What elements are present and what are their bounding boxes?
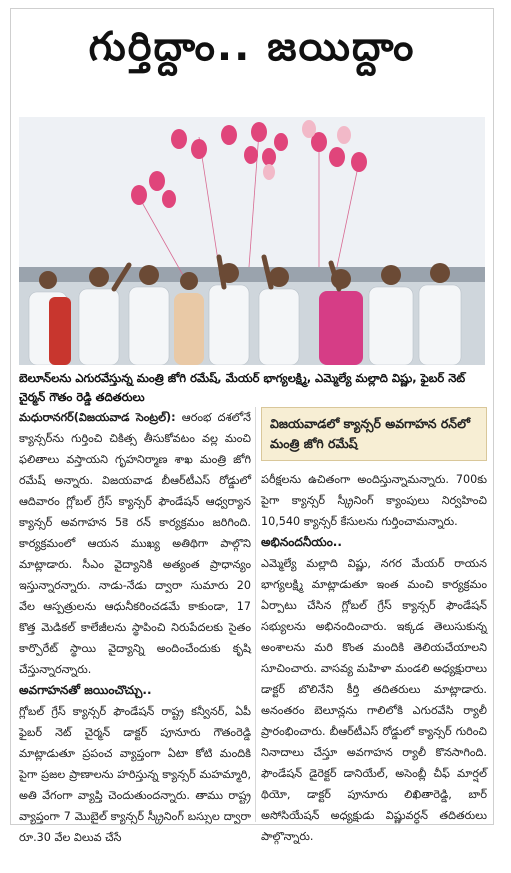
article-subhead: అవగాహనతో జయించొచ్చు.. xyxy=(19,683,152,697)
article-paragraph xyxy=(19,407,251,680)
balloon-rally-photo xyxy=(19,117,485,365)
highlight-box: విజయవాడలో క్యాన్సర్ అవగాహన రన్‌లో మంత్రి జోగి రమేష్ xyxy=(261,407,487,461)
article-left-column xyxy=(19,407,251,848)
dateline: మధురానగర్(విజయవాడ సెంట్రల్): xyxy=(19,411,176,424)
article-text: ఆరంభ దశలోనే క్యాన్సర్‌ను గుర్తించి చికిత్స తీసుకోవటం వల్ల మంచి ఫలితాలు వస్తాయని గృహనిర్మాణ శాఖ మంత్రి జోగి రమేష్ అన్నారు. విజయవాడ బీఆర్‌టీఎస్ రోడ్డులో ఆదివారం గ్లోబల్ గ్రేస్ క్యాన్సర్ ఫౌండేషన్ ఆధ్వర్యాన క్యాన్సర్ అవగాహన 5కె రన్ కార్యక్రమం జరిగింది. కార్యక్రమంలో ఆయన ముఖ్య అతిథిగా పాల్గొని మాట్లాడారు. సీఎం వైద్యానికి అత్యంత ప్రాధాన్యం ఇస్తున్నారన్నారు. నాడు-నేడు ద్వారా సుమారు 20 వేల ఆస్పత్రులను ఆధునీకరించడమే కాకుండా, 17 కొత్త మెడికల్ కాలేజీలను స్థాపించి నిరుపేదలకు సైతం కార్పొరేట్ స్థాయి వైద్యాన్ని అందించేందుకు కృషి చేస్తున్నారన్నారు. xyxy=(19,411,251,676)
article-paragraph: గ్లోబల్ గ్రేస్ క్యాన్సర్ ఫౌండేషన్ రాష్ట్ర కన్వీనర్, ఏపీ ఫైబర్ నెట్ చైర్మన్ డాక్టర్ పూనూరు గౌతంరెడ్డి మాట్లాడుతూ ప్రపంచ వ్యాప్తంగా ఏటా కోటి మందికి పైగా ప్రజల ప్రాణాలను హరిస్తున్న క్యాన్సర్ మహమ్మారి, అతి వేగంగా వ్యాప్తి చెందుతుందన్నారు. తాము రాష్ట్ర వ్యాప్తంగా 7 మొబైల్ క్యాన్సర్ స్క్రీనింగ్ బస్సుల ద్వారా రూ.30 వేల విలువ చేసే xyxy=(19,705,251,844)
event-photo xyxy=(19,117,485,365)
article-paragraph: ఎమ్మెల్యే మల్లాది విష్ణు, నగర మేయర్ రాయన భాగ్యలక్ష్మి మాట్లాడుతూ ఇంత మంచి కార్యక్రమం ఏర్పాటు చేసిన గ్లోబల్ గ్రేస్ క్యాన్సర్ ఫౌండేషన్ సభ్యులను అభినందించారు. ఇక్కడ తెలుసుకున్న అంశాలను మరి కొంత మందికి తెలియచేయాలని సూచించారు. వాసవ్య మహిళా మండలి అధ్యక్షురాలు డాక్టర్ బొలినేని కీర్తి తదితరులు మాట్లాడారు. అనంతరం బెలూన్లను గాలిలోకి ఎగురవేసి ర్యాలీ ప్రారంభించారు. బీఆర్‌టీఎస్ రోడ్డులో క్యాన్సర్ గురించి నినాదాలు చేస్తూ అవగాహన ర్యాలీ కొనసాగింది. ఫౌండేషన్ డైరెక్టర్ డానియేల్, అసెంబ్లీ చీఫ్ మార్షల్ థియో, డాక్టర్ పూనూరు లిఖితారెడ్డి, బార్ అసోసియేషన్ అధ్యక్షుడు విష్ణువర్ధన్ తదితరులు పాల్గొన్నారు. xyxy=(261,557,487,843)
photo-caption: బెలూన్‌లను ఎగురవేస్తున్న మంత్రి జోగి రమేష్, మేయర్ భాగ్యలక్ష్మి, ఎమ్మెల్యే మల్లాది విష్ణు, ఫైబర్ నెట్ చైర్మన్ గౌతం రెడ్డి తదితరులు xyxy=(19,371,466,404)
article-paragraph: పరీక్షలను ఉచితంగా అందిస్తున్నామన్నారు. 700కు పైగా క్యాన్సర్ స్క్రీనింగ్ క్యాంపులు నిర్వహించి 10,540 క్యాన్సర్ కేసులను గుర్తించామన్నారు. xyxy=(261,473,487,528)
article-subhead: అభినందనీయం.. xyxy=(261,535,342,549)
article-right-column xyxy=(261,407,487,847)
headline: గుర్తిద్దాం.. జయిద్దాం xyxy=(88,24,416,70)
column-divider xyxy=(255,407,256,822)
news-clipping xyxy=(10,8,494,844)
